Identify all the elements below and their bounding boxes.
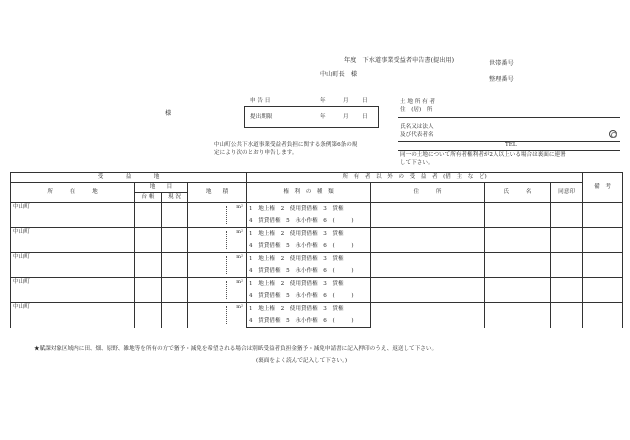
address-header: 住 所	[371, 183, 485, 203]
table-row-address[interactable]	[371, 228, 485, 253]
square-meter-unit: m²	[236, 204, 244, 210]
table-row-name[interactable]	[485, 303, 551, 328]
table-row-address[interactable]	[371, 278, 485, 303]
owner-rep-label: 及び代表者名	[400, 132, 434, 138]
rights-option-line-2[interactable]: 4 賃貸借権 5 永小作権 6 ( )	[247, 265, 371, 278]
ordinance-text-1: 中山町公共下水道事業受益者負担に関する条例第6条の規	[214, 142, 358, 148]
land-category-header: 地 目	[135, 183, 188, 193]
table-row-current[interactable]	[162, 203, 188, 228]
ordinance-text-2: 定により次のとおり申告します。	[214, 150, 298, 156]
consent-seal-header: 同意印	[551, 183, 583, 203]
area-header: 地 積	[188, 183, 247, 203]
rights-option-line-2[interactable]: 4 賃貸借権 5 永小作権 6 ( )	[247, 215, 371, 228]
table-row-name[interactable]	[485, 278, 551, 303]
owner-address-label: 住 (居) 所	[400, 107, 433, 113]
name-header: 氏 名	[485, 183, 551, 203]
tel-label: TEL	[505, 142, 517, 148]
address-line	[398, 117, 620, 118]
multiple-owners-note: 同一の土地について所有者権利者が2人以上いる場合は裏面に連署	[400, 152, 566, 158]
location-header: 所 在 地	[11, 183, 135, 203]
rights-option-line-1[interactable]: 1 地上権 2 使用貸借権 3 賃権	[247, 303, 371, 316]
rights-option-line-2[interactable]: 4 賃貸借権 5 永小作権 6 ( )	[247, 290, 371, 303]
table-row-address[interactable]	[371, 253, 485, 278]
deadline-year: 年	[320, 114, 326, 120]
square-meter-unit: m²	[236, 229, 244, 235]
table-row-current[interactable]	[162, 228, 188, 253]
square-meter-unit: m²	[236, 254, 244, 260]
table-row-area[interactable]	[188, 203, 247, 228]
table-row-area[interactable]	[188, 278, 247, 303]
mayor-address: 中山町長 様	[320, 71, 358, 78]
table-row-location[interactable]: 中山町	[11, 253, 135, 278]
table-row-location[interactable]: 中山町	[11, 278, 135, 303]
form-title: 年度 下水道事業受益者申告書(提出用)	[344, 57, 455, 64]
table-row-name[interactable]	[485, 253, 551, 278]
rights-option-line-2[interactable]: 4 賃貸借権 5 永小作権 6 ( )	[247, 315, 371, 328]
owner-name-label: 氏名又は法人	[400, 124, 434, 130]
table-row-remarks[interactable]	[583, 278, 623, 303]
household-number-label: 世帯番号	[489, 60, 514, 67]
registry-header: 台 帳	[135, 193, 162, 203]
current-state-header: 現 況	[162, 193, 188, 203]
honorific-sama: 様	[165, 110, 172, 117]
declared-date-label: 申 告 日	[250, 98, 271, 104]
table-row-remarks[interactable]	[583, 253, 623, 278]
declared-day: 日	[362, 98, 368, 104]
table-row-consent[interactable]	[551, 228, 583, 253]
footer-read-back-note: (裏面をよく読んで記入して下さい。)	[256, 358, 348, 364]
table-row-name[interactable]	[485, 203, 551, 228]
declared-year: 年	[320, 98, 326, 104]
beneficiary-table	[10, 172, 623, 328]
table-row-area[interactable]	[188, 303, 247, 328]
table-row-current[interactable]	[162, 278, 188, 303]
table-row-consent[interactable]	[551, 303, 583, 328]
declared-month: 月	[343, 98, 349, 104]
other-beneficiary-header: 所 有 者 以 外 の 受 益 者 (借 主 な ど)	[247, 173, 583, 183]
rights-option-line-1[interactable]: 1 地上権 2 使用貸借権 3 賃権	[247, 203, 371, 216]
beneficiary-land-header: 受 益 地	[11, 173, 247, 183]
seal-icon	[609, 130, 617, 138]
landowner-label: 土 地 所 有 者	[400, 99, 436, 105]
deadline-day: 日	[362, 114, 368, 120]
table-row-remarks[interactable]	[583, 303, 623, 328]
table-row-registry[interactable]	[135, 228, 162, 253]
footer-reduction-note: ★賦課対象区域内に田、畑、原野、雑地等を所有の方で猶予・減免を希望される場合は別紙受益者負担金猶予・減免申請書に記入押印のうえ、返送して下さい。	[34, 346, 438, 352]
reference-number-label: 整理番号	[489, 76, 514, 83]
rights-option-line-1[interactable]: 1 地上権 2 使用貸借権 3 賃権	[247, 253, 371, 266]
table-row-current[interactable]	[162, 303, 188, 328]
table-row-consent[interactable]	[551, 278, 583, 303]
table-row-remarks[interactable]	[583, 203, 623, 228]
table-row-registry[interactable]	[135, 278, 162, 303]
rights-option-line-1[interactable]: 1 地上権 2 使用貸借権 3 賃権	[247, 278, 371, 291]
rights-option-line-1[interactable]: 1 地上権 2 使用貸借権 3 賃権	[247, 228, 371, 241]
table-row-address[interactable]	[371, 303, 485, 328]
table-row-consent[interactable]	[551, 253, 583, 278]
tel-line	[398, 150, 620, 151]
right-type-header: 権 利 の 種 類	[247, 183, 371, 203]
square-meter-unit: m²	[236, 279, 244, 285]
sign-request-note: して下さい。	[400, 160, 434, 166]
table-row-consent[interactable]	[551, 203, 583, 228]
table-row-name[interactable]	[485, 228, 551, 253]
table-row-remarks[interactable]	[583, 228, 623, 253]
deadline-month: 月	[343, 114, 349, 120]
rights-option-line-2[interactable]: 4 賃貸借権 5 永小作権 6 ( )	[247, 240, 371, 253]
table-row-address[interactable]	[371, 203, 485, 228]
table-row-registry[interactable]	[135, 303, 162, 328]
table-row-registry[interactable]	[135, 253, 162, 278]
table-row-registry[interactable]	[135, 203, 162, 228]
table-row-location[interactable]: 中山町	[11, 303, 135, 328]
table-row-location[interactable]: 中山町	[11, 203, 135, 228]
table-row-current[interactable]	[162, 253, 188, 278]
remarks-header: 備 考	[583, 173, 623, 203]
table-row-area[interactable]	[188, 253, 247, 278]
table-row-location[interactable]: 中山町	[11, 228, 135, 253]
deadline-label: 提出期限	[250, 114, 273, 120]
square-meter-unit: m²	[236, 304, 244, 311]
table-row-area[interactable]	[188, 228, 247, 253]
